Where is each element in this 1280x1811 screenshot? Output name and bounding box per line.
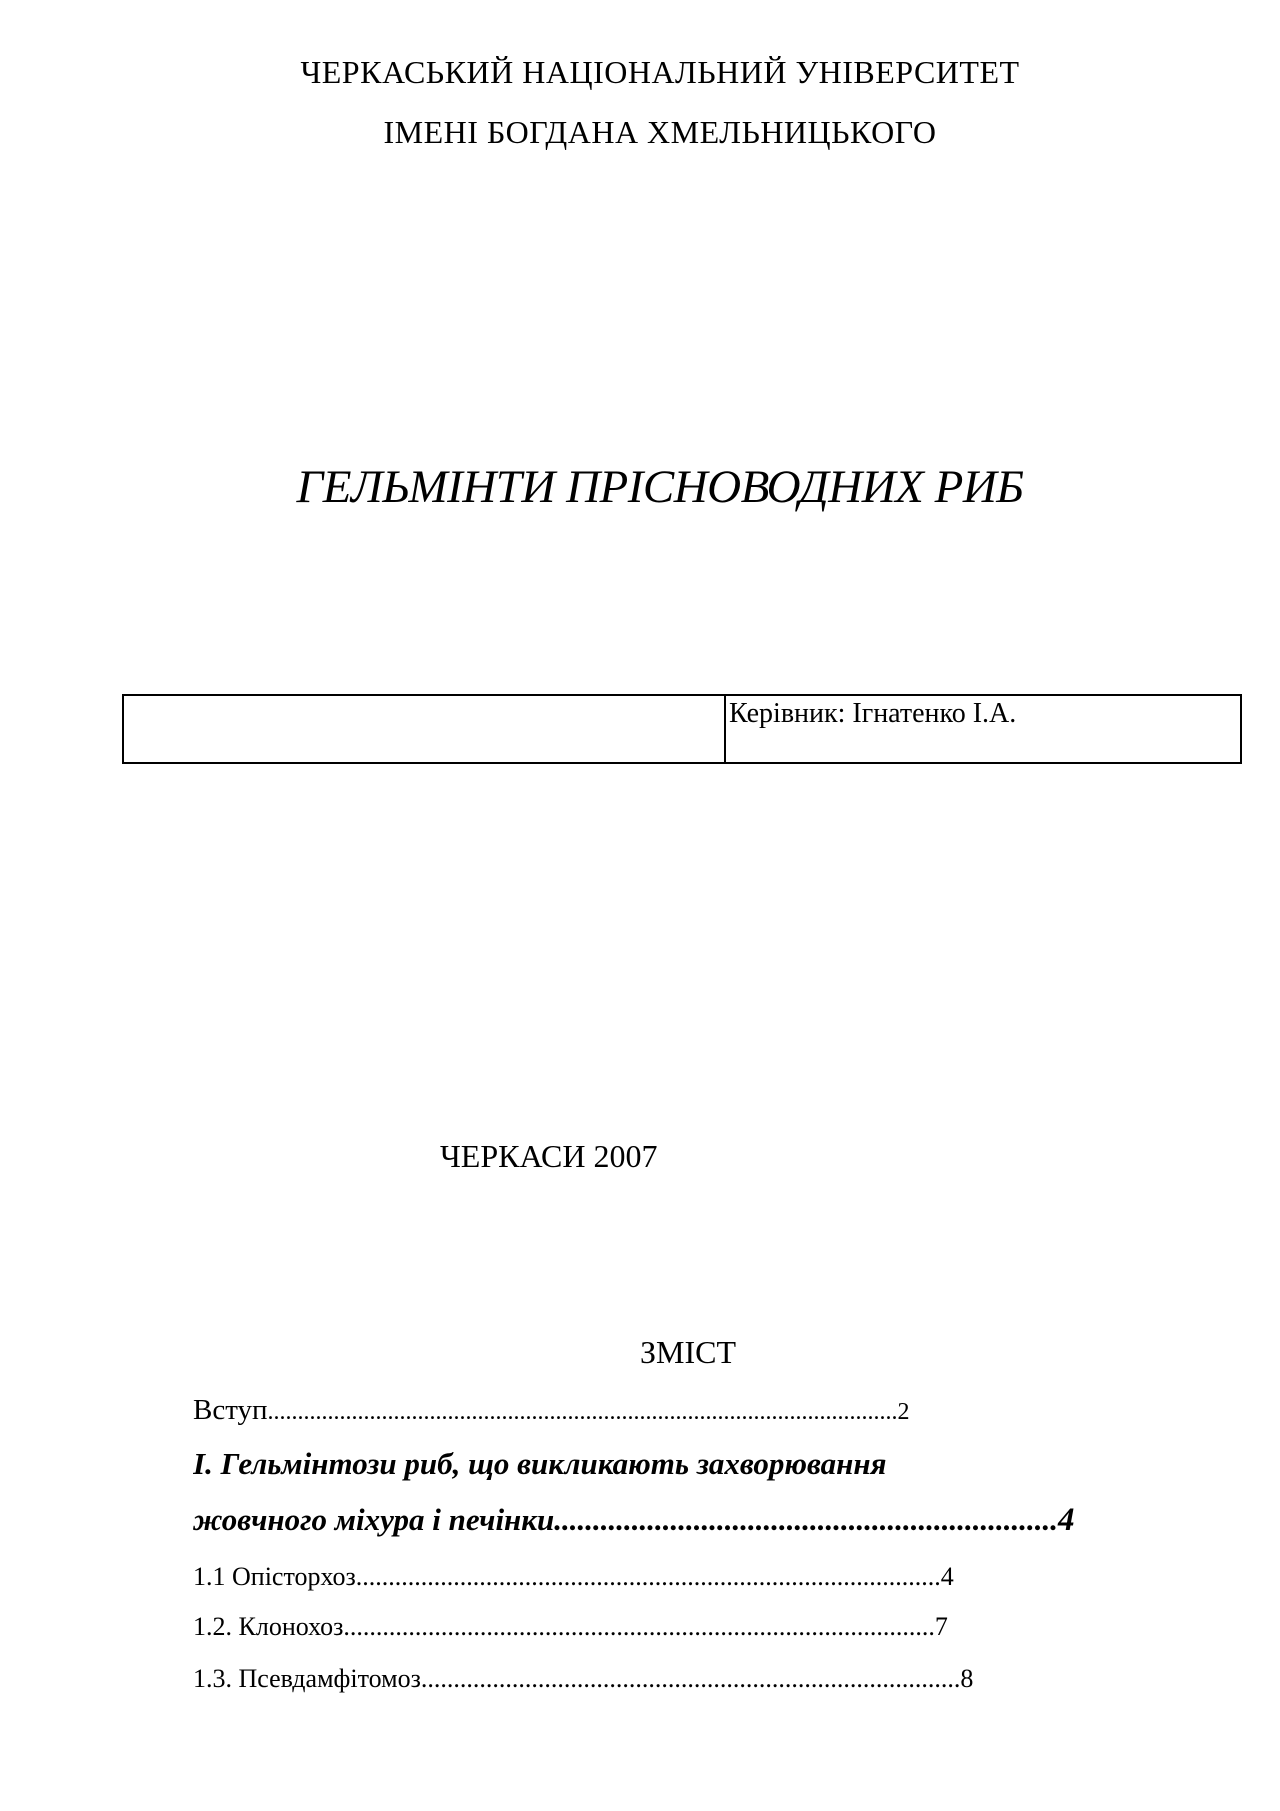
- supervisor-cell: Керівник: Ігнатенко І.А.: [725, 695, 1241, 763]
- toc-leader-dots: .................................................................: [554, 1502, 1058, 1537]
- toc-entry-label: 1.3. Псевдамфітомоз: [193, 1664, 421, 1693]
- supervisor-table-row: [123, 695, 1241, 763]
- toc-section1-title-line2: [193, 1502, 1074, 1539]
- toc-entry-label: 1.2. Клонохоз: [193, 1612, 344, 1641]
- toc-leader-dots: ..........................................................................................: [355, 1562, 941, 1591]
- toc-entry-clonorchiasis: [193, 1612, 948, 1642]
- toc-leader-dots: ...........................................................................................: [343, 1612, 935, 1641]
- supervisor-table-left-cell: [123, 695, 725, 763]
- university-name-line1: ЧЕРКАСЬКИЙ НАЦІОНАЛЬНИЙ УНІВЕРСИТЕТ: [300, 54, 1020, 90]
- toc-entry-label: 1.1 Опісторхоз: [193, 1562, 356, 1591]
- toc-page-number: 4: [940, 1562, 954, 1591]
- toc-entry-intro: [193, 1394, 910, 1427]
- document-title: ГЕЛЬМІНТИ ПРІСНОВОДНИХ РИБ: [296, 461, 1024, 513]
- toc-entry-pseudamphistomosis: [193, 1664, 973, 1694]
- toc-leader-dots: .........................................................................................................: [267, 1399, 898, 1425]
- toc-section1-title-line1: [193, 1446, 887, 1482]
- supervisor-table: [122, 694, 1242, 764]
- toc-leader-dots: ...................................................................................: [420, 1664, 961, 1693]
- toc-entry-label: жовчного міхура і печінки: [193, 1502, 555, 1537]
- toc-page-number: 7: [934, 1612, 948, 1641]
- toc-entry-label: І. Гельмінтози риб, що викликають захворювання: [193, 1446, 887, 1481]
- toc-entry-label: Вступ: [193, 1394, 268, 1426]
- toc-page-number: 2: [897, 1399, 910, 1425]
- toc-page-number: 4: [1057, 1502, 1075, 1538]
- toc-entry-opisthorchiasis: [193, 1562, 954, 1592]
- university-name-line2: ІМЕНІ БОГДАНА ХМЕЛЬНИЦЬКОГО: [383, 114, 937, 150]
- city-year: ЧЕРКАСИ 2007: [440, 1138, 658, 1174]
- toc-page-number: 8: [960, 1664, 974, 1693]
- toc-heading: ЗМІСТ: [640, 1334, 737, 1370]
